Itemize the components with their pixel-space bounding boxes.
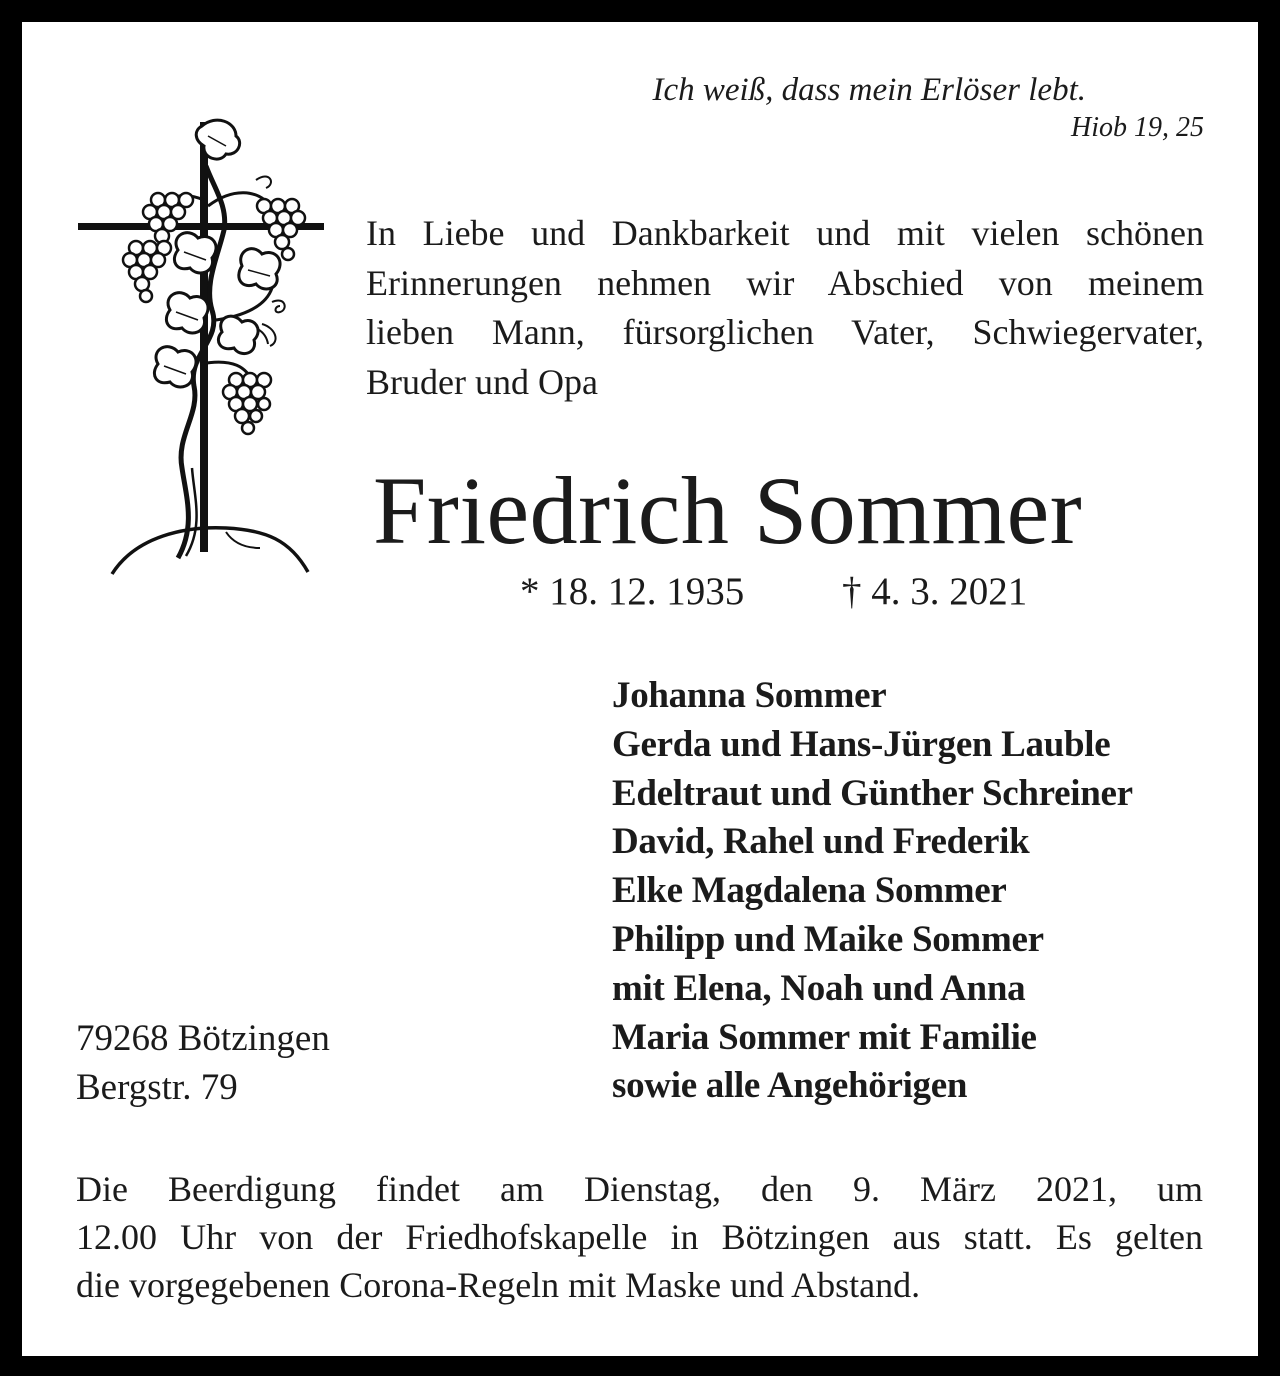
mourner-line: sowie alle Angehörigen <box>612 1065 968 1107</box>
death-date: † 4. 3. 2021 <box>842 570 1028 613</box>
mourner-line: Elke Magdalena Sommer <box>612 870 1007 912</box>
bible-reference: Hiob 19, 25 <box>1071 112 1204 143</box>
mourner-line: Philipp und Maike Sommer <box>612 918 1044 960</box>
mourner-line: Maria Sommer mit Familie <box>612 1016 1037 1058</box>
mourner-line: Gerda und Hans-Jürgen Lauble <box>612 723 1111 765</box>
address-city: 79268 Bötzingen <box>76 1018 330 1059</box>
intro-line: Bruder und Opa <box>366 361 598 402</box>
cross-with-grapevine-icon <box>76 96 334 582</box>
intro-text <box>366 209 1204 407</box>
deceased-name: Friedrich Sommer <box>373 457 1083 564</box>
mourner-line: mit Elena, Noah und Anna <box>612 967 1026 1009</box>
mourner-line: Edeltraut und Günther Schreiner <box>612 772 1133 814</box>
address-block <box>76 1015 330 1113</box>
bible-quote: Ich weiß, dass mein Erlöser lebt. <box>652 72 1086 108</box>
mourner-line: David, Rahel und Frederik <box>612 821 1030 863</box>
birth-date: * 18. 12. 1935 <box>520 570 745 613</box>
obituary-notice <box>22 22 1258 1356</box>
mourners-list <box>612 672 1133 1111</box>
intro-line: lieben Mann, fürsorglichen Vater, Schwiegervater, <box>366 312 1204 352</box>
mourner-line: Johanna Sommer <box>612 675 887 716</box>
funeral-info <box>76 1165 1203 1309</box>
intro-line: Erinnerungen nehmen wir Abschied von meinem <box>366 262 1204 303</box>
intro-line: In Liebe und Dankbarkeit und mit vielen schönen <box>366 213 1204 253</box>
funeral-line: die vorgegebenen Corona-Regeln mit Maske und Abstand. <box>76 1265 921 1305</box>
funeral-line: 12.00 Uhr von der Friedhofskapelle in Bötzingen aus statt. Es gelten <box>76 1217 1203 1257</box>
address-street: Bergstr. 79 <box>76 1066 238 1108</box>
funeral-line: Die Beerdigung findet am Dienstag, den 9. März 2021, um <box>76 1169 1203 1209</box>
